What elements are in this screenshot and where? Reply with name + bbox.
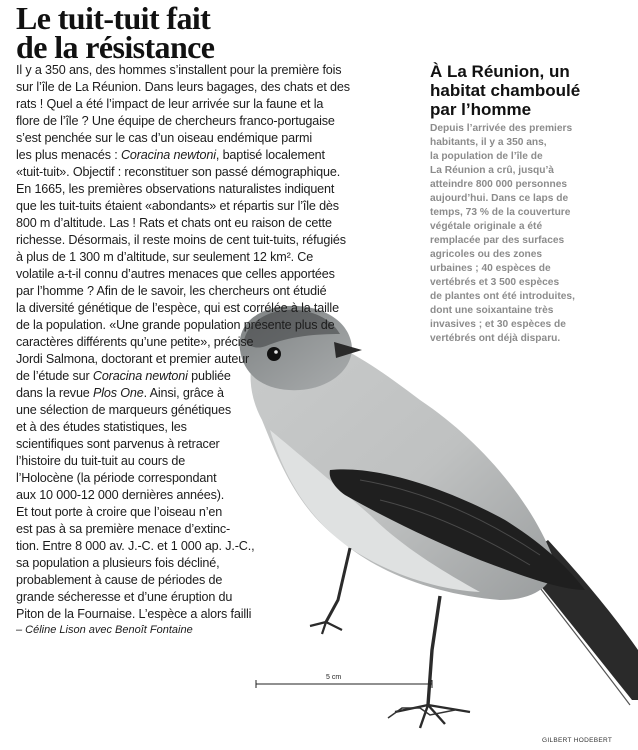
- sidebar-line: invasives ; et 30 espèces de: [430, 319, 566, 330]
- body-line: sur l’île de La Réunion. Dans leurs bagages, des chats et des: [16, 80, 350, 94]
- sidebar-line: Depuis l’arrivée des premiers: [430, 123, 573, 134]
- species-name: Coracina newtoni: [92, 369, 188, 383]
- body-line: scientifiques sont parvenus à retracer: [16, 437, 220, 451]
- journal-name: Plos One: [93, 386, 144, 400]
- body-line: sa population a plusieurs fois décliné,: [16, 556, 220, 570]
- body-line: grande sécheresse et d’une éruption du: [16, 590, 233, 604]
- body-line: que les tuit-tuits étaient «abondants» et répartis sur l’île dès: [16, 199, 339, 213]
- body-line: est pas à sa première menace d’extinc-: [16, 522, 231, 536]
- sidebar-line: dont une soixantaine très: [430, 305, 554, 316]
- title-line: de la résistance: [16, 29, 215, 65]
- body-line: Jordi Salmona, doctorant et premier auteur: [16, 352, 250, 366]
- sidebar-line: habitants, il y a 350 ans,: [430, 137, 547, 148]
- body-line: Piton de la Fournaise. L’espèce a alors failli: [16, 607, 252, 621]
- sidebar-line: agricoles ou des zones: [430, 249, 543, 260]
- sidebar-line: remplacée par des surfaces: [430, 235, 565, 246]
- bird-eye: [267, 347, 281, 361]
- sidebar-title-line: par l’homme: [430, 100, 532, 119]
- sidebar-line: atteindre 800 000 personnes: [430, 179, 568, 190]
- body-line: Il y a 350 ans, des hommes s’installent pour la première fois: [16, 63, 342, 77]
- body-line: [16, 147, 325, 164]
- bird-leg: [326, 548, 350, 622]
- sidebar-title-line: À La Réunion, un: [430, 62, 570, 81]
- text-run: dans la revue: [16, 386, 94, 400]
- body-line: [16, 385, 224, 402]
- text-run: les plus menacés :: [16, 148, 121, 162]
- body-line: à plus de 1 300 m d’altitude, sur seulement 12 km². Ce: [16, 250, 314, 264]
- species-name: Coracina newtoni: [120, 148, 216, 162]
- body-line: caractères différents qu’une petite», précise: [16, 335, 254, 349]
- body-line: 800 m d’altitude. Las ! Rats et chats ont eu raison de cette: [16, 216, 332, 230]
- body-line: richesse. Désormais, il reste moins de cent tuit-tuits, réfugiés: [16, 233, 346, 247]
- body-line: l’Holocène (la période correspondant: [16, 471, 217, 485]
- text-run: , baptisé localement: [215, 148, 325, 162]
- body-line: par l’homme ? Afin de le savoir, les chercheurs ont étudié: [16, 284, 327, 298]
- sidebar-title: [430, 62, 630, 119]
- body-line: de la population. «Une grande population présente plus de: [16, 318, 335, 332]
- sidebar-line: temps, 73 % de la couverture: [430, 207, 571, 218]
- article-signature: – Céline Lison avec Benoît Fontaine: [16, 624, 193, 636]
- body-line: la diversité génétique de l’espèce, qui est corrélée à la taille: [16, 301, 339, 315]
- illustration-credit: GILBERT HODEBERT: [542, 737, 613, 744]
- title-line: Le tuit-tuit fait: [16, 0, 211, 36]
- sidebar-line: la population de l’île de: [430, 151, 543, 162]
- sidebar-line: urbaines ; 40 espèces de: [430, 263, 551, 274]
- sidebar-line: de plantes ont été introduites,: [430, 291, 575, 302]
- body-line: «tuit-tuit». Objectif : reconstituer son passé démographique.: [16, 165, 341, 179]
- text-run: de l’étude sur: [16, 369, 93, 383]
- body-line: et à des études statistiques, les: [16, 420, 187, 434]
- sidebar-line: La Réunion a crû, jusqu’à: [430, 165, 554, 176]
- body-line: rats ! Quel a été l’impact de leur arrivée sur la faune et la: [16, 97, 324, 111]
- text-run: publiée: [187, 369, 231, 383]
- body-line: probablement à cause de périodes de: [16, 573, 223, 587]
- body-line: En 1665, les premières observations naturalistes indiquent: [16, 182, 335, 196]
- bird-leg: [428, 596, 440, 705]
- body-line: tion. Entre 8 000 av. J.-C. et 1 000 ap. J.-C.,: [16, 539, 255, 553]
- text-run: . Ainsi, grâce à: [143, 386, 224, 400]
- sidebar-line: vertébrés ont déjà disparu.: [430, 333, 561, 344]
- sidebar-line: aujourd’hui. Dans ce laps de: [430, 193, 569, 204]
- body-line: aux 10 000-12 000 dernières années).: [16, 488, 225, 502]
- body-line: [16, 368, 231, 385]
- body-line: l’histoire du tuit-tuit au cours de: [16, 454, 186, 468]
- body-line: Et tout porte à croire que l’oiseau n’en: [16, 505, 223, 519]
- sidebar-line: vertébrés et 3 500 espèces: [430, 277, 560, 288]
- sidebar-line: végétale originale a été: [430, 221, 543, 232]
- scale-bar: [256, 680, 432, 688]
- scale-label: 5 cm: [326, 674, 342, 681]
- body-line: flore de l’île ? Une équipe de chercheurs franco-portugaise: [16, 114, 335, 128]
- sidebar-title-line: habitat chamboulé: [430, 81, 581, 100]
- body-line: une sélection de marqueurs génétiques: [16, 403, 231, 417]
- body-line: s’est penchée sur le cas d’un oiseau endémique parmi: [16, 131, 313, 145]
- body-line: volatile a-t-il connu d’autres menaces que celles apportées: [16, 267, 335, 281]
